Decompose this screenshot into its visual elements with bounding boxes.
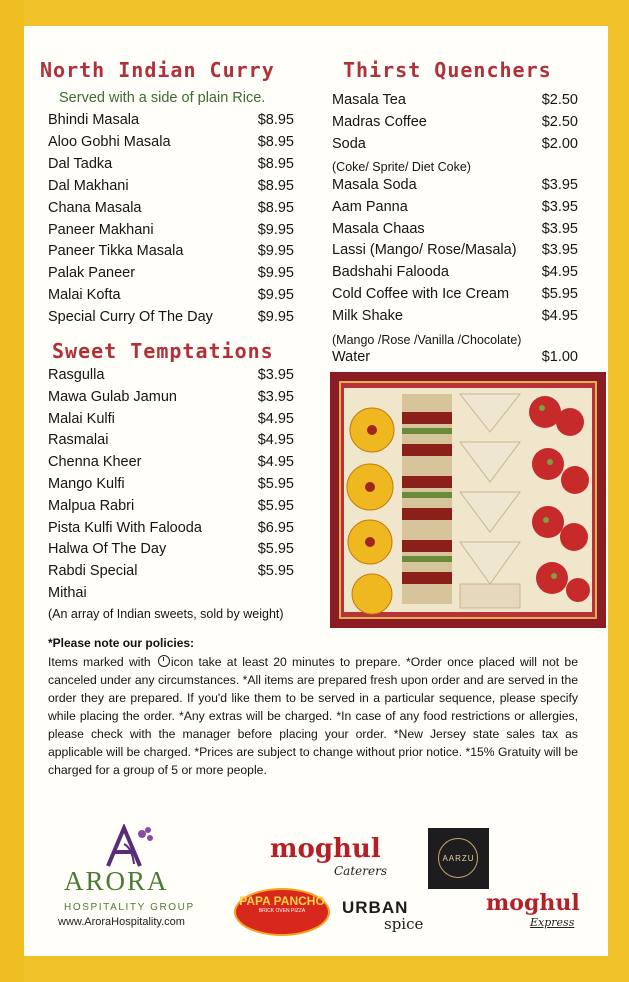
menu-item-price: $5.95 xyxy=(257,541,294,558)
menu-item-name: Paneer Makhani xyxy=(48,221,154,238)
menu-item xyxy=(48,222,294,244)
menu-item-name: Water xyxy=(332,349,371,365)
menu-item-name: Bhindi Masala xyxy=(48,112,140,128)
menu-item-name: Badshahi Falooda xyxy=(332,264,449,281)
menu-item-price: $3.95 xyxy=(541,220,578,237)
menu-item-price: $9.95 xyxy=(257,265,294,282)
menu-item-name: Aam Panna xyxy=(332,198,408,215)
menu-item-name: Malai Kofta xyxy=(48,287,121,304)
menu-item xyxy=(48,476,294,498)
menu-item xyxy=(332,177,578,199)
menu-item-name: Madras Coffee xyxy=(332,113,427,130)
moghul-express-logo: moghul xyxy=(486,890,580,916)
menu-item xyxy=(48,112,294,134)
menu-item xyxy=(48,134,294,156)
menu-item xyxy=(332,308,578,330)
menu-item-name: Soda xyxy=(332,135,366,152)
menu-item-name: Paneer Tikka Masala xyxy=(48,243,184,260)
arora-a-icon xyxy=(100,824,160,868)
menu-item-price: $4.95 xyxy=(257,410,294,427)
menu-item xyxy=(48,520,294,542)
moghul-express-sub: Express xyxy=(530,916,575,929)
menu-item-price: $3.95 xyxy=(257,367,294,383)
menu-item-price: $5.95 xyxy=(257,476,294,492)
papa-pancho-name: PAPA PANCHO xyxy=(239,894,325,908)
menu-item-name: Masala Chaas xyxy=(332,220,425,237)
menu-item-name: Cold Coffee with Ice Cream xyxy=(332,286,510,303)
menu-item-name: Rasmalai xyxy=(48,432,109,449)
menu-item xyxy=(332,92,578,114)
menu-item-price: $9.95 xyxy=(257,309,294,326)
menu-item-price: $3.95 xyxy=(257,388,294,405)
menu-item xyxy=(48,243,294,265)
menu-item-name: Palak Paneer xyxy=(48,265,136,282)
policy-text-rest: icon take at least 20 minutes to prepare. *Order once placed will not be canceled under any circumstances. *All items are prepared fresh upon order and are served in the order they are prepared. If you'd like them to be served in a particular sequence, please specify while placing the order. *Any extras will be charged. *In case of any food restrictions or allergies, please check with the manager before placing your order. *New Jersey state sales tax as applicable will be charged. *Prices are subject to change without prior notice. *15% Gratuity will be charged for a group of 5 or more people. xyxy=(48,655,578,777)
aarzu-name: AARZU xyxy=(442,854,475,863)
policy-text xyxy=(48,653,578,779)
menu-item-name: Rabdi Special xyxy=(48,563,138,580)
menu-item xyxy=(48,178,294,200)
menu-item-price: $4.95 xyxy=(541,308,578,325)
menu-item xyxy=(332,199,578,221)
menu-item-price: $5.95 xyxy=(257,497,294,514)
menu-item-name: Mithai xyxy=(48,585,87,601)
north-indian-subtitle: Served with a side of plain Rice. xyxy=(59,90,266,106)
arora-website: www.AroraHospitality.com xyxy=(58,916,185,928)
menu-item xyxy=(48,309,294,331)
menu-item-name: Masala Soda xyxy=(332,176,417,193)
menu-item xyxy=(48,156,294,178)
policy-text-start: Items marked with xyxy=(48,655,156,669)
menu-item-price: $8.95 xyxy=(257,177,294,194)
urban-spice-sub: spice xyxy=(384,915,424,933)
menu-item-name: Mawa Gulab Jamun xyxy=(48,388,177,405)
menu-item xyxy=(48,432,294,454)
menu-item-price: $2.50 xyxy=(541,113,578,130)
menu-item-price: $5.95 xyxy=(257,563,294,580)
milkshake-note: (Mango /Rose /Vanilla /Chocolate) xyxy=(332,333,522,347)
papa-pancho-logo xyxy=(234,888,330,936)
menu-item-price: $8.95 xyxy=(257,112,294,128)
menu-item-price: $9.95 xyxy=(257,287,294,304)
menu-item xyxy=(48,585,294,607)
aarzu-logo xyxy=(428,828,489,889)
menu-item-price: $9.95 xyxy=(257,243,294,260)
menu-item-name: Rasgulla xyxy=(48,367,105,383)
menu-item-price: $3.95 xyxy=(541,176,578,193)
menu-item-name: Milk Shake xyxy=(332,308,403,325)
menu-item xyxy=(332,286,578,308)
menu-item-price: $1.00 xyxy=(541,349,578,365)
menu-item-name: Malpua Rabri xyxy=(48,497,135,514)
menu-item-price: $8.95 xyxy=(257,155,294,172)
north-indian-heading: North Indian Curry xyxy=(40,58,275,82)
mithai-note: (An array of Indian sweets, sold by weight) xyxy=(48,607,284,621)
menu-item-price: $3.95 xyxy=(541,198,578,215)
frame-border xyxy=(0,0,24,982)
menu-item xyxy=(48,389,294,411)
menu-item xyxy=(332,349,578,371)
menu-item-name: Lassi (Mango/ Rose/Masala) xyxy=(332,242,517,259)
menu-item-price: $4.95 xyxy=(541,264,578,281)
menu-item-name: Mango Kulfi xyxy=(48,476,125,492)
menu-item-price: $5.95 xyxy=(541,286,578,303)
menu-item xyxy=(48,563,294,585)
menu-item xyxy=(332,242,578,264)
thirst-heading: Thirst Quenchers xyxy=(343,58,552,82)
papa-pancho-sub: BRICK OVEN PIZZA xyxy=(258,908,306,914)
menu-item-price: $4.95 xyxy=(257,454,294,471)
menu-item-name: Dal Tadka xyxy=(48,155,113,172)
menu-item xyxy=(332,221,578,243)
menu-item xyxy=(48,367,294,389)
sweets-box-illustration xyxy=(330,372,606,628)
arora-name: ARORA xyxy=(64,866,169,896)
menu-item-price: $9.95 xyxy=(257,221,294,238)
menu-item-price: $6.95 xyxy=(257,519,294,536)
menu-item-name: Chenna Kheer xyxy=(48,454,142,471)
clock-icon xyxy=(158,655,170,667)
menu-item-price: $3.95 xyxy=(541,242,578,259)
menu-item-name: Halwa Of The Day xyxy=(48,541,167,558)
menu-item-name: Pista Kulfi With Falooda xyxy=(48,519,202,536)
menu-item xyxy=(48,411,294,433)
menu-item-name: Masala Tea xyxy=(332,92,406,108)
menu-item xyxy=(48,454,294,476)
menu-item-price: $8.95 xyxy=(257,133,294,150)
policy-title: *Please note our policies: xyxy=(48,636,195,650)
menu-item-price: $8.95 xyxy=(257,199,294,216)
menu-item xyxy=(48,265,294,287)
moghul-caterers-logo: moghul xyxy=(270,834,381,864)
menu-item-price: $4.95 xyxy=(257,432,294,449)
moghul-caterers-sub: Caterers xyxy=(334,864,387,878)
menu-item-price: $2.00 xyxy=(541,135,578,152)
menu-item xyxy=(332,114,578,136)
menu-item xyxy=(332,264,578,286)
sweets-heading: Sweet Temptations xyxy=(52,339,274,363)
sweets-photo xyxy=(330,372,606,628)
urban-spice-logo: URBAN xyxy=(342,898,409,917)
menu-item-price: $2.50 xyxy=(541,92,578,108)
menu-item xyxy=(48,541,294,563)
menu-item-name: Aloo Gobhi Masala xyxy=(48,133,171,150)
menu-item xyxy=(48,200,294,222)
menu-item-name: Dal Makhani xyxy=(48,177,129,194)
soda-note: (Coke/ Sprite/ Diet Coke) xyxy=(332,160,471,174)
menu-item-name: Chana Masala xyxy=(48,199,142,216)
menu-item xyxy=(48,498,294,520)
arora-group: HOSPITALITY GROUP xyxy=(64,902,195,913)
menu-item xyxy=(48,287,294,309)
menu-item-name: Special Curry Of The Day xyxy=(48,309,213,326)
menu-item xyxy=(332,136,578,158)
menu-item-name: Malai Kulfi xyxy=(48,410,115,427)
menu-page xyxy=(24,26,608,956)
